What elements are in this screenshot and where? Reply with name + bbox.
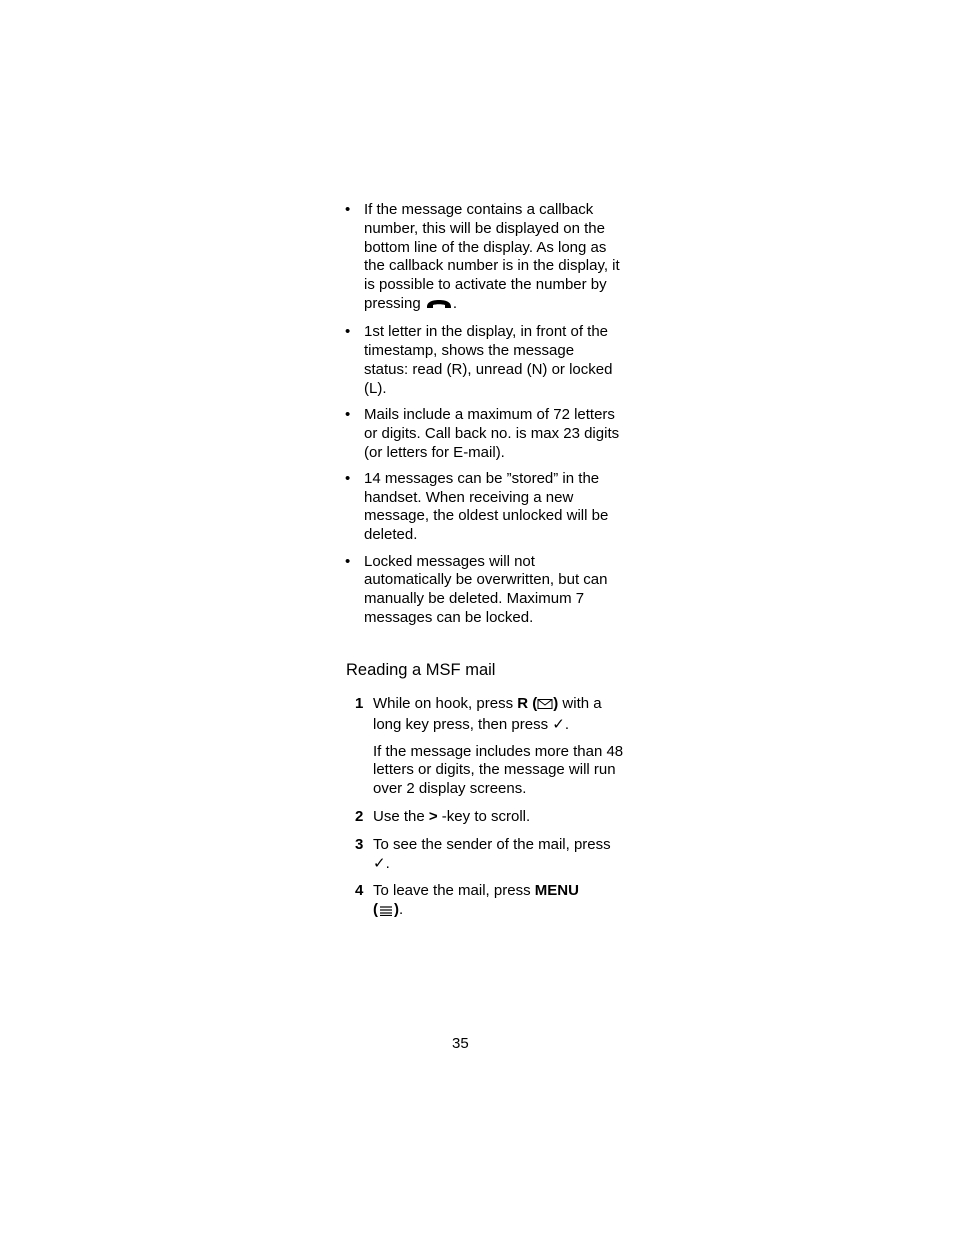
section-title: Reading a MSF mail [346, 661, 496, 679]
bullet-stored-messages-text: 14 messages can be ”stored” in the handset. When receiving a new message, the oldest unlocked will be deleted. [364, 469, 609, 544]
step-3 [355, 836, 625, 874]
step-2-before: Use the [373, 807, 429, 825]
step-1-end: . [564, 715, 570, 733]
steps-list [355, 695, 625, 931]
check-icon: ✓ [373, 854, 386, 872]
bullet-locked-messages-text: Locked messages will not automatically be overwritten, but can manually be deleted. Maximum 7 messages can be locked. [364, 552, 608, 626]
bullet-callback-suffix: . [452, 294, 458, 312]
step-3-text [373, 836, 625, 874]
page-number: 35 [452, 1035, 469, 1052]
step-4-end: . [399, 901, 404, 919]
step-1 [355, 695, 625, 799]
envelope-icon [537, 697, 553, 716]
check-icon: ✓ [552, 715, 565, 733]
step-1-text [373, 695, 625, 735]
phone-offhook-icon [425, 297, 453, 316]
step-number: 1 [355, 695, 364, 712]
step-2-text [373, 808, 625, 827]
step-1-extra: If the message includes more than 48 letters or digits, the message will run over 2 display screens. [373, 742, 624, 798]
step-4-key: MENU [534, 882, 579, 900]
step-3-before: To see the sender of the mail, press [373, 835, 611, 853]
info-bullet-list [345, 201, 620, 635]
step-1-key-label: R ( [517, 695, 538, 712]
step-3-end: . [385, 854, 390, 872]
bullet-stored-messages [345, 470, 620, 545]
step-1-key [517, 695, 558, 712]
bullet-callback-text: If the message contains a callback number, this will be displayed on the bottom line of the display. As long as the callback number is in the display, it is possible to activate the number by pressing [364, 201, 620, 312]
bullet-locked-messages [345, 553, 620, 628]
bullet-status-letter-text: 1st letter in the display, in front of the timestamp, shows the message status: read (R), unread (N) or locked (L). [364, 323, 613, 397]
step-2-after: -key to scroll. [437, 807, 531, 825]
bullet-mail-length-text: Mails include a maximum of 72 letters or digits. Call back no. is max 23 digits (or letters for E-mail). [364, 405, 620, 461]
bullet-mail-length [345, 406, 620, 462]
step-number: 4 [355, 882, 364, 900]
step-1-key-close: ) [553, 695, 559, 712]
bullet-callback [345, 201, 620, 316]
step-1-after: with a long key press, then press [373, 695, 602, 733]
step-4-text [373, 882, 625, 922]
step-2 [355, 808, 625, 827]
step-4 [355, 882, 625, 922]
step-4-key-close: ) [394, 901, 399, 919]
step-2-key: > [428, 807, 438, 825]
step-1-before: While on hook, press [373, 695, 518, 712]
step-4-before: To leave the mail, press [373, 882, 535, 900]
step-number: 2 [355, 807, 364, 825]
step-number: 3 [355, 835, 364, 853]
bullet-status-letter [345, 323, 620, 398]
menu-lines-icon [378, 903, 394, 922]
step-4-key-open: ( [373, 901, 378, 919]
